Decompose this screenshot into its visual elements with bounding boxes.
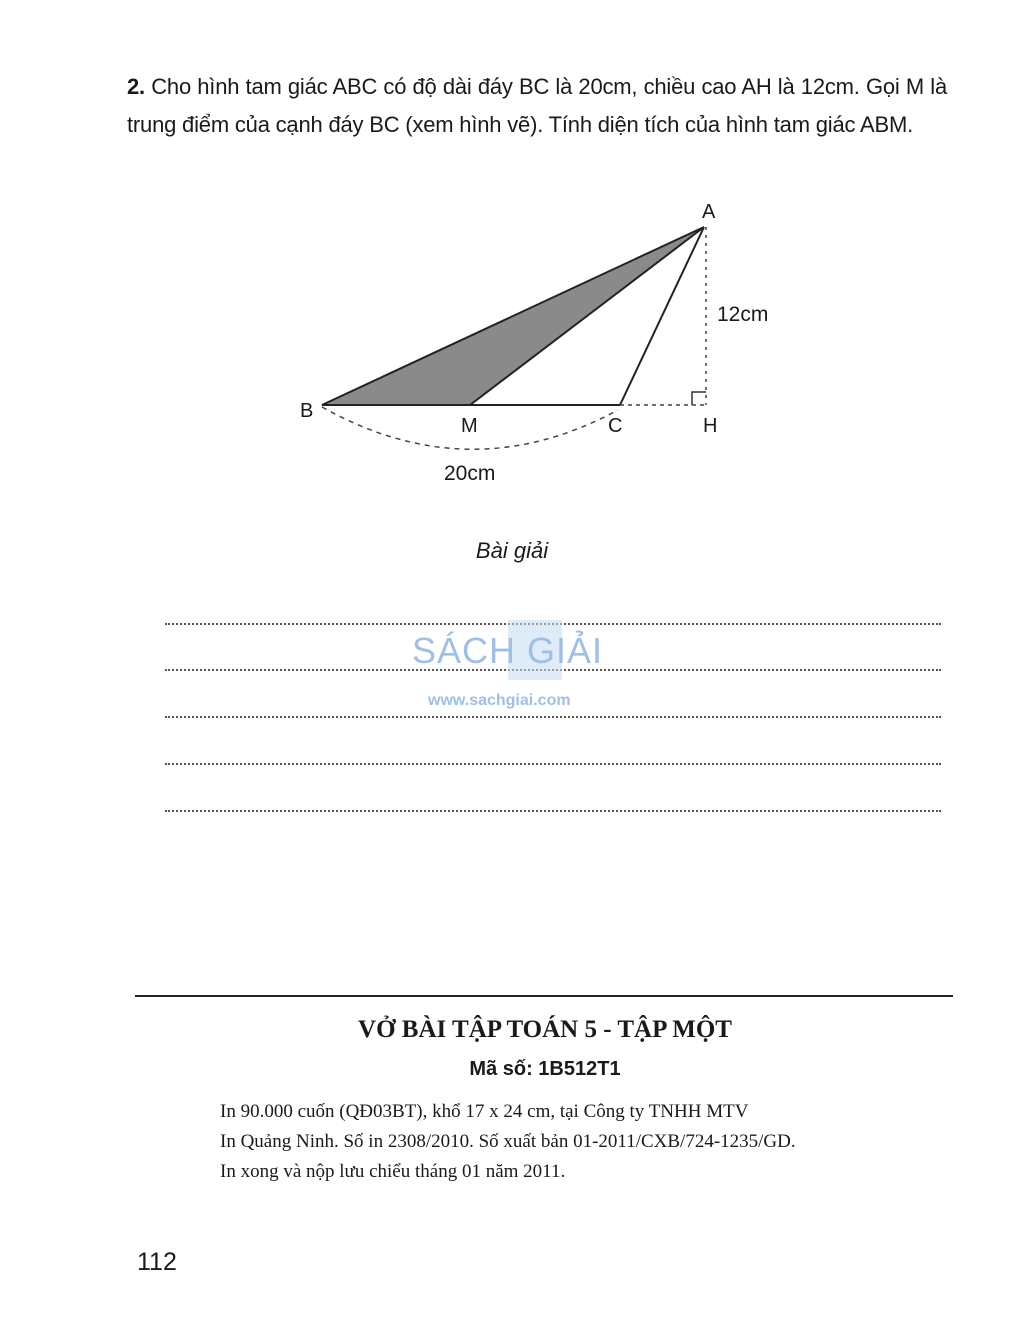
book-title: VỞ BÀI TẬP TOÁN 5 - TẬP MỘT <box>358 1016 732 1043</box>
book-code: Mã số: 1B512T1 <box>469 1058 621 1080</box>
colophon-line: In 90.000 cuốn (QĐ03BT), khổ 17 x 24 cm, tại Công ty TNHH MTV <box>220 1101 749 1122</box>
colophon-line: In xong và nộp lưu chiểu tháng 01 năm 2011. <box>220 1161 566 1182</box>
label-height: 12cm <box>717 303 769 326</box>
label-base: 20cm <box>444 462 496 485</box>
colophon <box>220 1097 940 1187</box>
page-number: 112 <box>137 1248 177 1276</box>
label-a: A <box>702 201 716 223</box>
watermark-brand: SÁCH GIẢI <box>412 630 604 671</box>
answer-line[interactable] <box>165 763 941 765</box>
triangle-figure <box>0 0 1024 520</box>
problem-text: Cho hình tam giác ABC có độ dài đáy BC là 20cm, chiều cao AH là 12cm. Gọi M là trung điểm của cạnh đáy BC (xem hình vẽ). Tính diện tích của hình tam giác ABM. <box>127 74 947 137</box>
label-c: C <box>608 415 623 437</box>
label-b: B <box>300 400 314 422</box>
watermark <box>412 620 622 710</box>
label-h: H <box>703 415 718 437</box>
answer-line[interactable] <box>165 810 941 812</box>
answer-line[interactable] <box>165 716 941 718</box>
triangle-abm-shaded <box>322 227 704 405</box>
solution-title: Bài giải <box>475 538 549 563</box>
right-angle-mark <box>692 392 706 405</box>
watermark-url: www.sachgiai.com <box>428 692 571 709</box>
problem-number: 2. <box>127 74 145 99</box>
colophon-line: In Quảng Ninh. Số in 2308/2010. Số xuất bản 01-2011/CXB/724-1235/GD. <box>220 1131 796 1152</box>
footer-divider <box>135 995 953 997</box>
label-m: M <box>461 415 478 437</box>
